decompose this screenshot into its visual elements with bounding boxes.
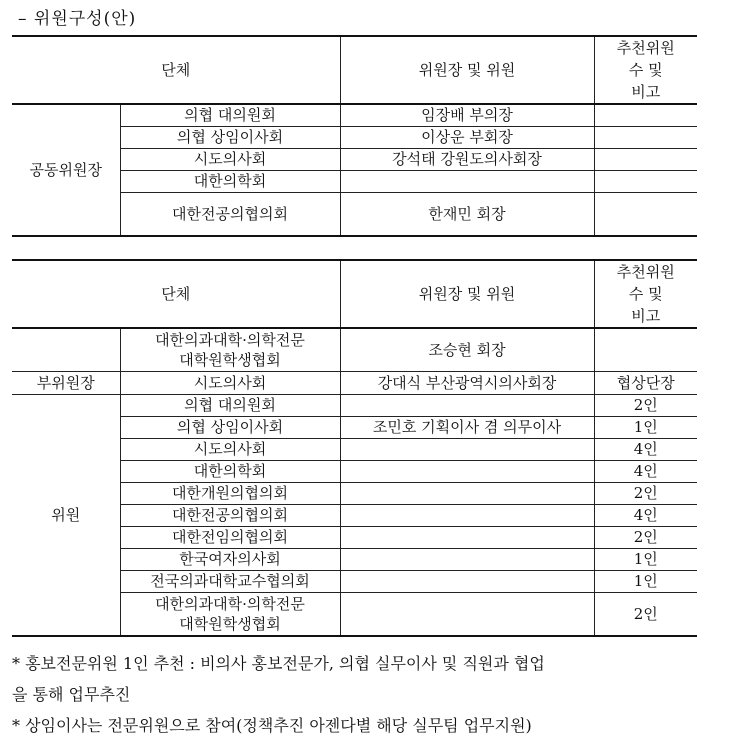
org-cell: 대한의과대학·의학전문 대학원학생협회 xyxy=(120,593,340,637)
org-cell: 대한의학회 xyxy=(120,461,340,483)
member-cell xyxy=(340,549,594,571)
note-cell xyxy=(594,171,697,193)
org-cell: 시도의사회 xyxy=(120,149,340,171)
note-cell: 1인 xyxy=(594,571,697,593)
note-cell xyxy=(594,328,697,372)
member-cell: 조민호 기획이사 겸 의무이사 xyxy=(340,417,594,439)
note-cell xyxy=(594,104,697,127)
table-row xyxy=(12,328,697,372)
footnote-standing-directors: * 상임이사는 전문위원으로 참여(정책추진 아젠다별 해당 실무팀 업무지원) xyxy=(12,716,532,735)
co-chair-table xyxy=(12,35,697,237)
member-cell xyxy=(340,527,594,549)
org-cell: 대한의과대학·의학전문 대학원학생협회 xyxy=(120,328,340,372)
member-cell: 임장배 부의장 xyxy=(340,104,594,127)
group-label: 부위원장 xyxy=(12,372,120,395)
member-cell xyxy=(340,483,594,505)
note-cell xyxy=(594,149,697,171)
section-heading: – 위원구성(안) xyxy=(18,9,137,29)
note-cell xyxy=(594,127,697,149)
header-org: 단체 xyxy=(12,260,340,328)
note-cell: 2인 xyxy=(594,593,697,637)
member-cell xyxy=(340,171,594,193)
member-cell xyxy=(340,571,594,593)
note-cell: 2인 xyxy=(594,527,697,549)
member-cell xyxy=(340,505,594,527)
note-cell: 협상단장 xyxy=(594,372,697,395)
header-note: 추천위원 수 및 비고 xyxy=(594,36,697,104)
note-cell: 4인 xyxy=(594,439,697,461)
org-cell: 전국의과대학교수협의회 xyxy=(120,571,340,593)
member-cell xyxy=(340,461,594,483)
group-label: 공동위원장 xyxy=(12,104,120,236)
group-label: 위원 xyxy=(12,395,120,637)
table-row xyxy=(12,372,697,395)
member-cell: 조승현 회장 xyxy=(340,328,594,372)
group-label xyxy=(12,328,120,372)
note-cell: 2인 xyxy=(594,483,697,505)
org-cell: 의협 상임이사회 xyxy=(120,127,340,149)
member-cell: 강대식 부산광역시의사회장 xyxy=(340,372,594,395)
table-row xyxy=(12,395,697,417)
table-row xyxy=(12,104,697,127)
member-cell: 한재민 회장 xyxy=(340,193,594,237)
org-cell: 대한전임의협의회 xyxy=(120,527,340,549)
note-cell: 1인 xyxy=(594,417,697,439)
member-cell: 이상운 부회장 xyxy=(340,127,594,149)
header-org: 단체 xyxy=(12,36,340,104)
member-cell xyxy=(340,593,594,637)
note-cell: 4인 xyxy=(594,461,697,483)
org-cell: 의협 대의원회 xyxy=(120,395,340,417)
org-cell: 시도의사회 xyxy=(120,439,340,461)
org-cell: 대한개원의협의회 xyxy=(120,483,340,505)
org-cell: 대한전공의협의회 xyxy=(120,505,340,527)
org-cell: 대한전공의협의회 xyxy=(120,193,340,237)
org-cell: 한국여자의사회 xyxy=(120,549,340,571)
header-member: 위원장 및 위원 xyxy=(340,36,594,104)
footnote-pr-advisor: * 홍보전문위원 1인 추천 : 비의사 홍보전문가, 의협 실무이사 및 직원과 협업 을 통해 업무추진 xyxy=(12,654,545,704)
member-cell xyxy=(340,439,594,461)
committee-table xyxy=(12,259,697,637)
table-header-row xyxy=(12,260,697,328)
org-cell: 의협 대의원회 xyxy=(120,104,340,127)
org-cell: 대한의학회 xyxy=(120,171,340,193)
header-member: 위원장 및 위원 xyxy=(340,260,594,328)
note-cell: 2인 xyxy=(594,395,697,417)
header-note: 추천위원 수 및 비고 xyxy=(594,260,697,328)
member-cell xyxy=(340,395,594,417)
note-cell xyxy=(594,193,697,237)
table-header-row xyxy=(12,36,697,104)
note-cell: 4인 xyxy=(594,505,697,527)
member-cell: 강석태 강원도의사회장 xyxy=(340,149,594,171)
org-cell: 시도의사회 xyxy=(120,372,340,395)
note-cell: 1인 xyxy=(594,549,697,571)
org-cell: 의협 상임이사회 xyxy=(120,417,340,439)
